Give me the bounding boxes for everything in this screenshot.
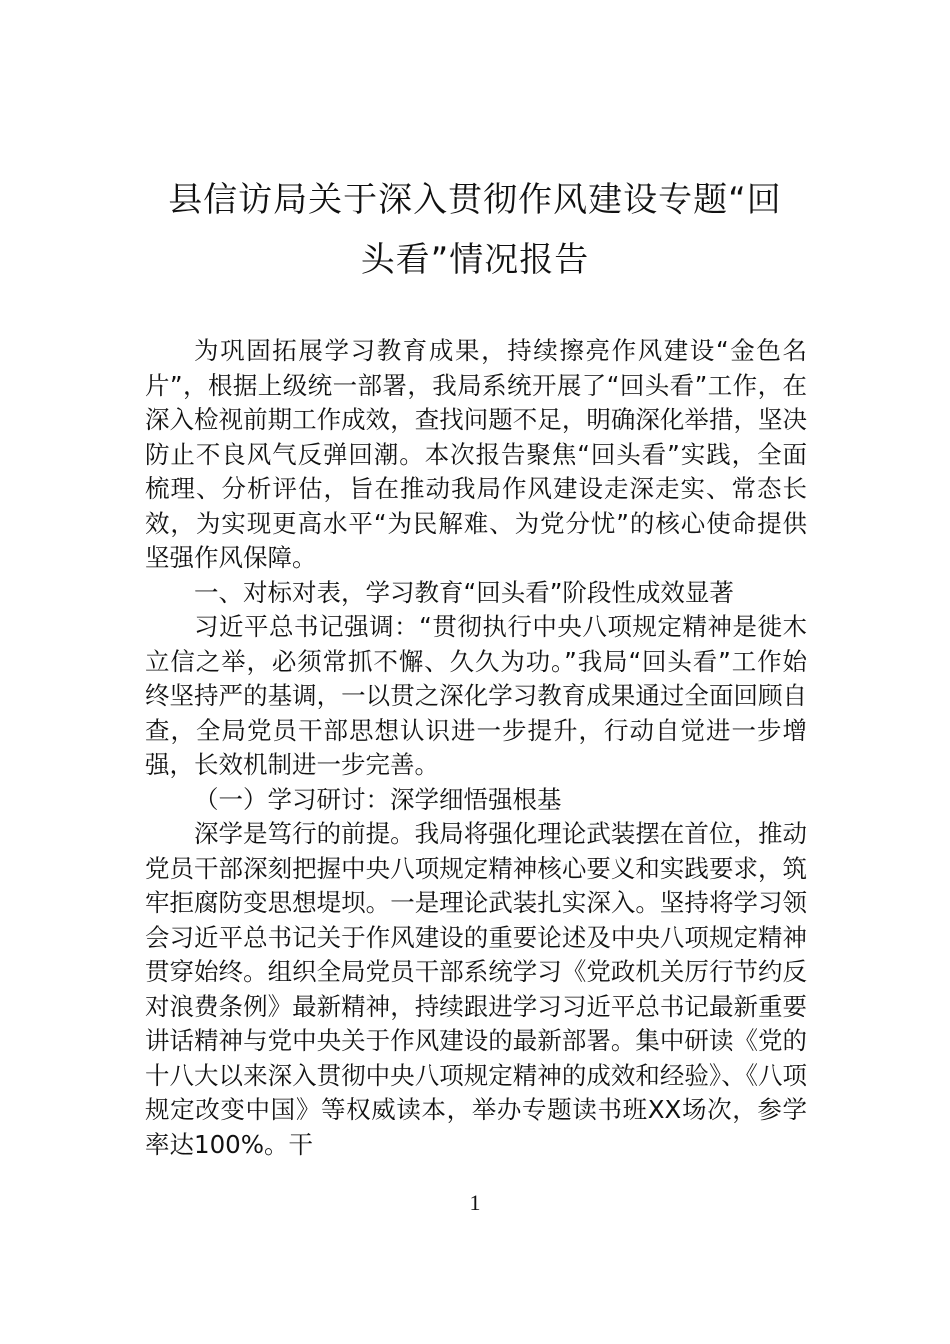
page-number: 1 [469, 1190, 481, 1215]
subsection-1-paragraph: 深学是笃行的前提。我局将强化理论武装摆在首位，推动党员干部深刻把握中央八项规定精神核心要义和实践要求，筑牢拒腐防变思想堤坝。一是理论武装扎实深入。坚持将学习领会习近平总书记关于作风建设的重要论述及中央八项规定精神贯穿始终。组织全局党员干部系统学习《党政机关厉行节约反对浪费条例》最新精神，持续跟进学习习近平总书记最新重要讲话精神与党中央关于作风建设的最新部署。集中研读《党的十八大以来深入贯彻中央八项规定精神的成效和经验》、《八项规定改变中国》等权威读本，举办专题读书班XX场次，参学率达100%。干 [145, 819, 807, 1159]
document-body [145, 334, 807, 1162]
title-line-2: 头看”情况报告 [360, 240, 590, 280]
section-1-heading: 一、对标对表，学习教育“回头看”阶段性成效显著 [194, 577, 734, 607]
intro-paragraph: 为巩固拓展学习教育成果，持续擦亮作风建设“金色名片”，根据上级统一部署，我局系统开展了“回头看”工作，在深入检视前期工作成效，查找问题不足，明确深化举措，坚决防止不良风气反弹回潮。本次报告聚焦“回头看”实践，全面梳理、分析评估，旨在推动我局作风建设走深走实、常态长效，为实现更高水平“为民解难、为党分忧”的核心使命提供坚强作风保障。 [145, 336, 807, 572]
subsection-1-heading: （一）学习研讨：深学细悟强根基 [194, 784, 562, 814]
section-1-paragraph: 习近平总书记强调：“贯彻执行中央八项规定精神是徙木立信之举，必须常抓不懈、久久为功。”我局“回头看”工作始终坚持严的基调，一以贯之深化学习教育成果通过全面回顾自查，全局党员干部思想认识进一步提升，行动自觉进一步增强，长效机制进一步完善。 [145, 612, 807, 779]
title-line-1: 县信访局关于深入贯彻作风建设专题“回 [168, 180, 782, 220]
document-title [145, 170, 805, 290]
